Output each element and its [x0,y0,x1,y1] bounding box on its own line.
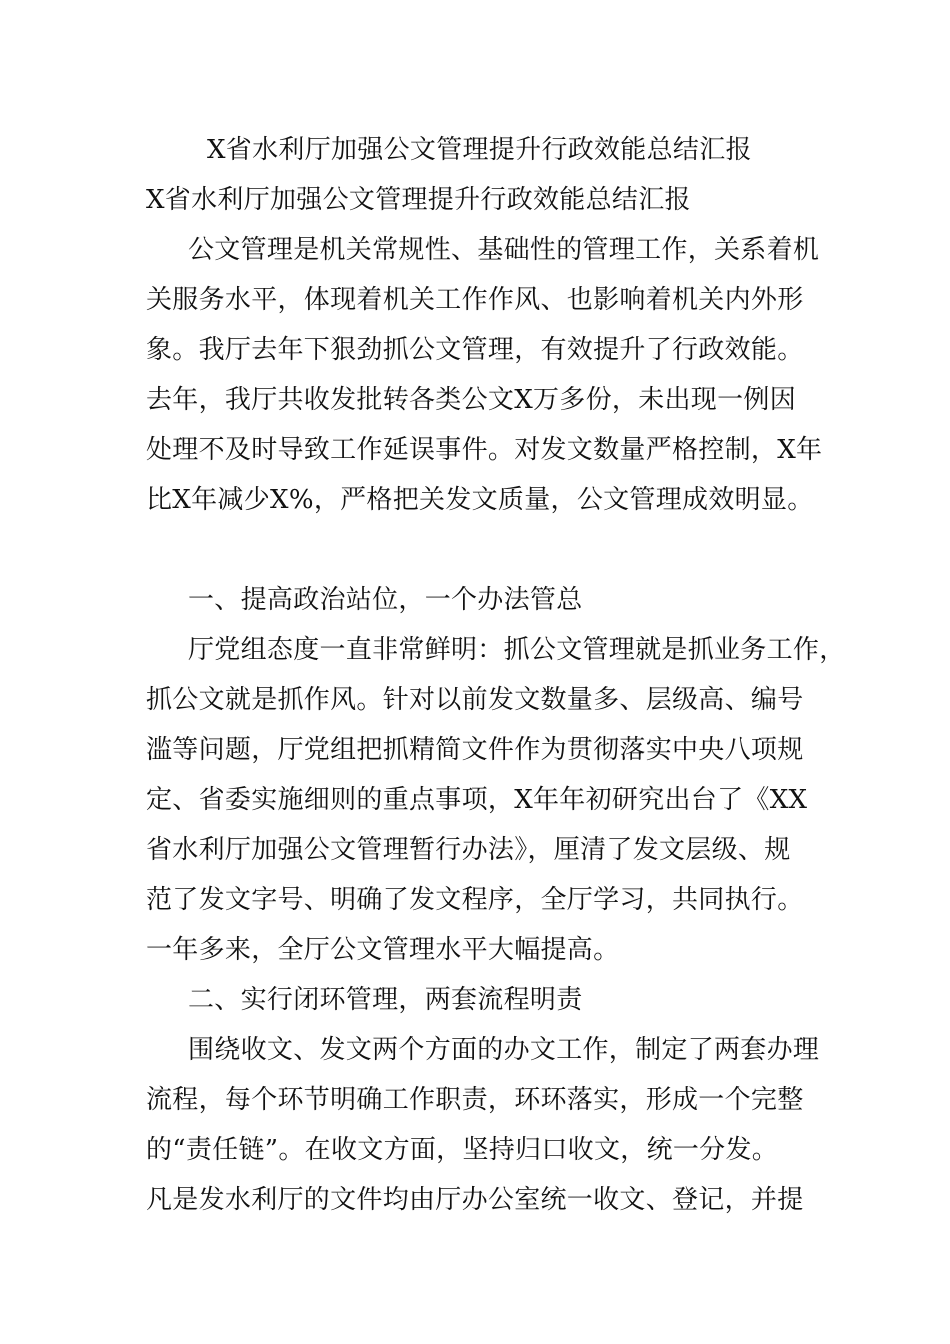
paragraph-line: 一年多来，全厅公文管理水平大幅提高。 [146,935,620,965]
paragraph-line: 抓公文就是抓作风。针对以前发文数量多、层级高、编号 [146,685,804,715]
paragraph-line: 处理不及时导致工作延误事件。对发文数量严格控制，X年 [146,435,823,465]
paragraph-line: 定、省委实施细则的重点事项，X年年初研究出台了《XX [146,785,808,815]
paragraph-line: 滥等问题，厅党组把抓精简文件作为贯彻落实中央八项规 [146,735,804,765]
paragraph-line: 关服务水平，体现着机关工作作风、也影响着机关内外形 [146,285,804,315]
document-title: X省水利厅加强公文管理提升行政效能总结汇报 [207,135,752,165]
paragraph-line: 象。我厅去年下狠劲抓公文管理，有效提升了行政效能。 [146,335,804,365]
paragraph-line: 公文管理是机关常规性、基础性的管理工作，关系着机 [188,235,820,265]
section-heading: 二、实行闭环管理，两套流程明责 [188,985,583,1015]
paragraph-line: 厅党组态度一直非常鲜明：抓公文管理就是抓业务工作， [188,635,846,665]
paragraph-line: 的“责任链”。在收文方面，坚持归口收文，统一分发。 [146,1135,779,1165]
paragraph-line: 去年，我厅共收发批转各类公文X万多份，未出现一例因 [146,385,797,415]
paragraph-line: 比X年减少X%，严格把关发文质量，公文管理成效明显。 [146,485,814,515]
paragraph-line: 省水利厅加强公文管理暂行办法》，厘清了发文层级、规 [146,835,791,865]
section-heading: 一、提高政治站位，一个办法管总 [188,585,583,615]
paragraph-line: 范了发文字号、明确了发文程序，全厅学习，共同执行。 [146,885,804,915]
paragraph-line: 流程，每个环节明确工作职责，环环落实，形成一个完整 [146,1085,804,1115]
document-subtitle: X省水利厅加强公文管理提升行政效能总结汇报 [146,185,691,215]
paragraph-line: 围绕收文、发文两个方面的办文工作，制定了两套办理 [188,1035,820,1065]
paragraph-line: 凡是发水利厅的文件均由厅办公室统一收文、登记，并提 [146,1185,804,1215]
